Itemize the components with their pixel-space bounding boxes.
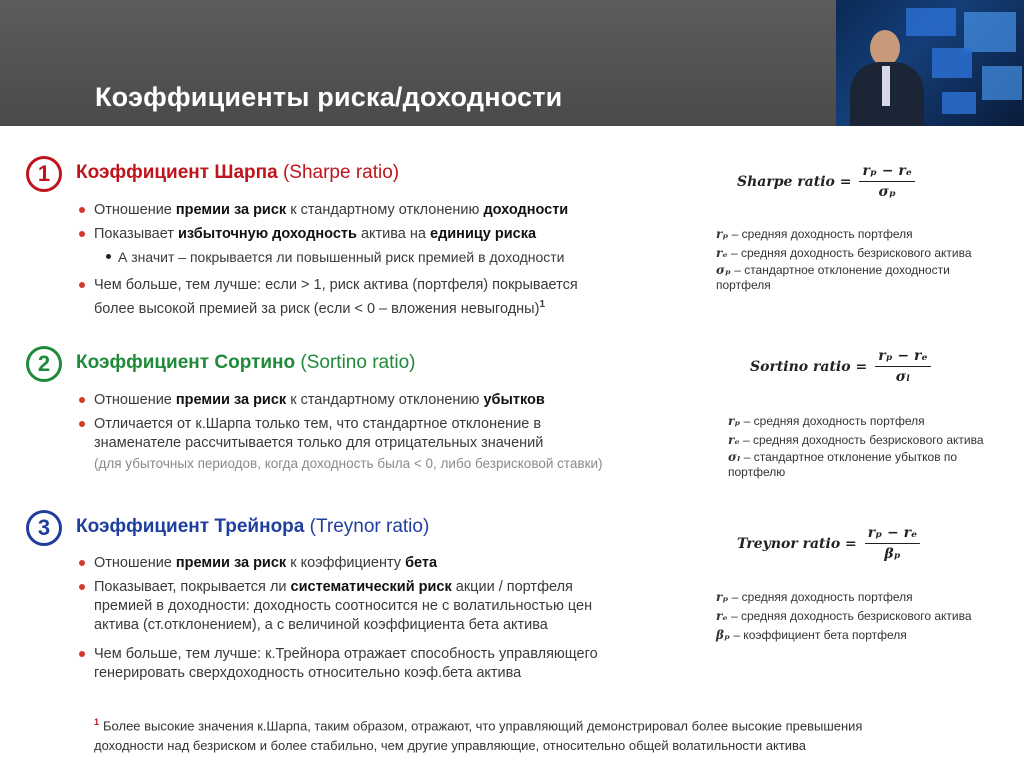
slide-header [0,0,836,126]
section-1-bullet-2: Показывает избыточную доходность актива на единицу риска [94,226,537,242]
section-3-title-ru: Коэффициент Трейнора [76,516,305,537]
treynor-formula: Treynor ratio = $\frac{\text{rₚ − rₑ}}{\text{βₚ}}$ [737,525,920,562]
section-2-number: 2 [26,346,62,382]
section-2-title-en: (Sortino ratio) [300,352,416,373]
slide-title: Коэффициенты риска/доходности [95,82,563,112]
trader-photo [836,0,1024,126]
section-1-title [76,162,399,184]
section-1-title-ru: Коэффициент Шарпа [76,162,278,183]
sortino-legend: rₚ – средняя доходность портфеля rₑ – средняя доходность безрискового актива σₗ – стандартное отклонение убытков по портфелю [728,414,984,479]
section-3-title [76,516,429,538]
section-3-title-en: (Treynor ratio) [309,516,430,537]
treynor-legend: rₚ – средняя доходность портфеля rₑ – средняя доходность безрискового актива βₚ – коэффициент бета портфеля [716,590,972,642]
section-2-title [76,352,416,374]
section-3-bullet-2: Показывает, покрывается ли систематический риск акции / портфеля премией в доходности: доходность соотносится не с волатильностью цен актива (ст.отклонением), а с величиной коэффициента бета актива [94,579,593,633]
sharpe-formula: Sharpe ratio = $\frac{\text{rₚ − rₑ}}{\text{σₚ}}$ [737,163,915,200]
section-3-number: 3 [26,510,62,546]
section-3-bullet-3: Чем больше, тем лучше: к.Трейнора отражает способность управляющего генерировать сверхдоходность относительно коэф.бета актива [94,646,598,681]
section-1-bullet-3: Чем больше, тем лучше: если > 1, риск актива (портфеля) покрывается более высокой премией за риск (если < 0 – вложения невыгодны)$^1$ [94,277,578,317]
section-1-bullet-1: Отношение премии за риск к стандартному отклонению доходности [94,202,569,218]
section-2-bullet-2: Отличается от к.Шарпа только тем, что стандартное отклонение в знаменателе рассчитывается только для отрицательных значений [94,416,544,451]
sharpe-legend: rₚ – средняя доходность портфеля rₑ – средняя доходность безрискового актива σₚ – стандартное отклонение доходности портфеля [716,227,972,292]
section-3-bullet-1: Отношение премии за риск к коэффициенту бета [94,555,438,571]
section-2-title-ru: Коэффициент Сортино [76,352,296,373]
sortino-formula: Sortino ratio = $\frac{\text{rₚ − rₑ}}{\text{σₗ}}$ [750,348,931,385]
section-2-gray-note: (для убыточных периодов, когда доходность была < 0, либо безрисковой ставки) [94,456,603,471]
section-1-sub-bullet: А значит – покрывается ли повышенный риск премией в доходности [118,249,565,265]
section-1-number: 1 [26,156,62,192]
footnote: $^1$ Более высокие значения к.Шарпа, таким образом, отражают, что управляющий демонстрировал более высокие превышения доходности над безриском и более стабильно, чем другие управляющие, относительно общей волатильности актива [94,717,863,754]
section-1-title-en: (Sharpe ratio) [282,162,400,183]
section-2-bullet-1: Отношение премии за риск к стандартному отклонению убытков [94,392,545,408]
